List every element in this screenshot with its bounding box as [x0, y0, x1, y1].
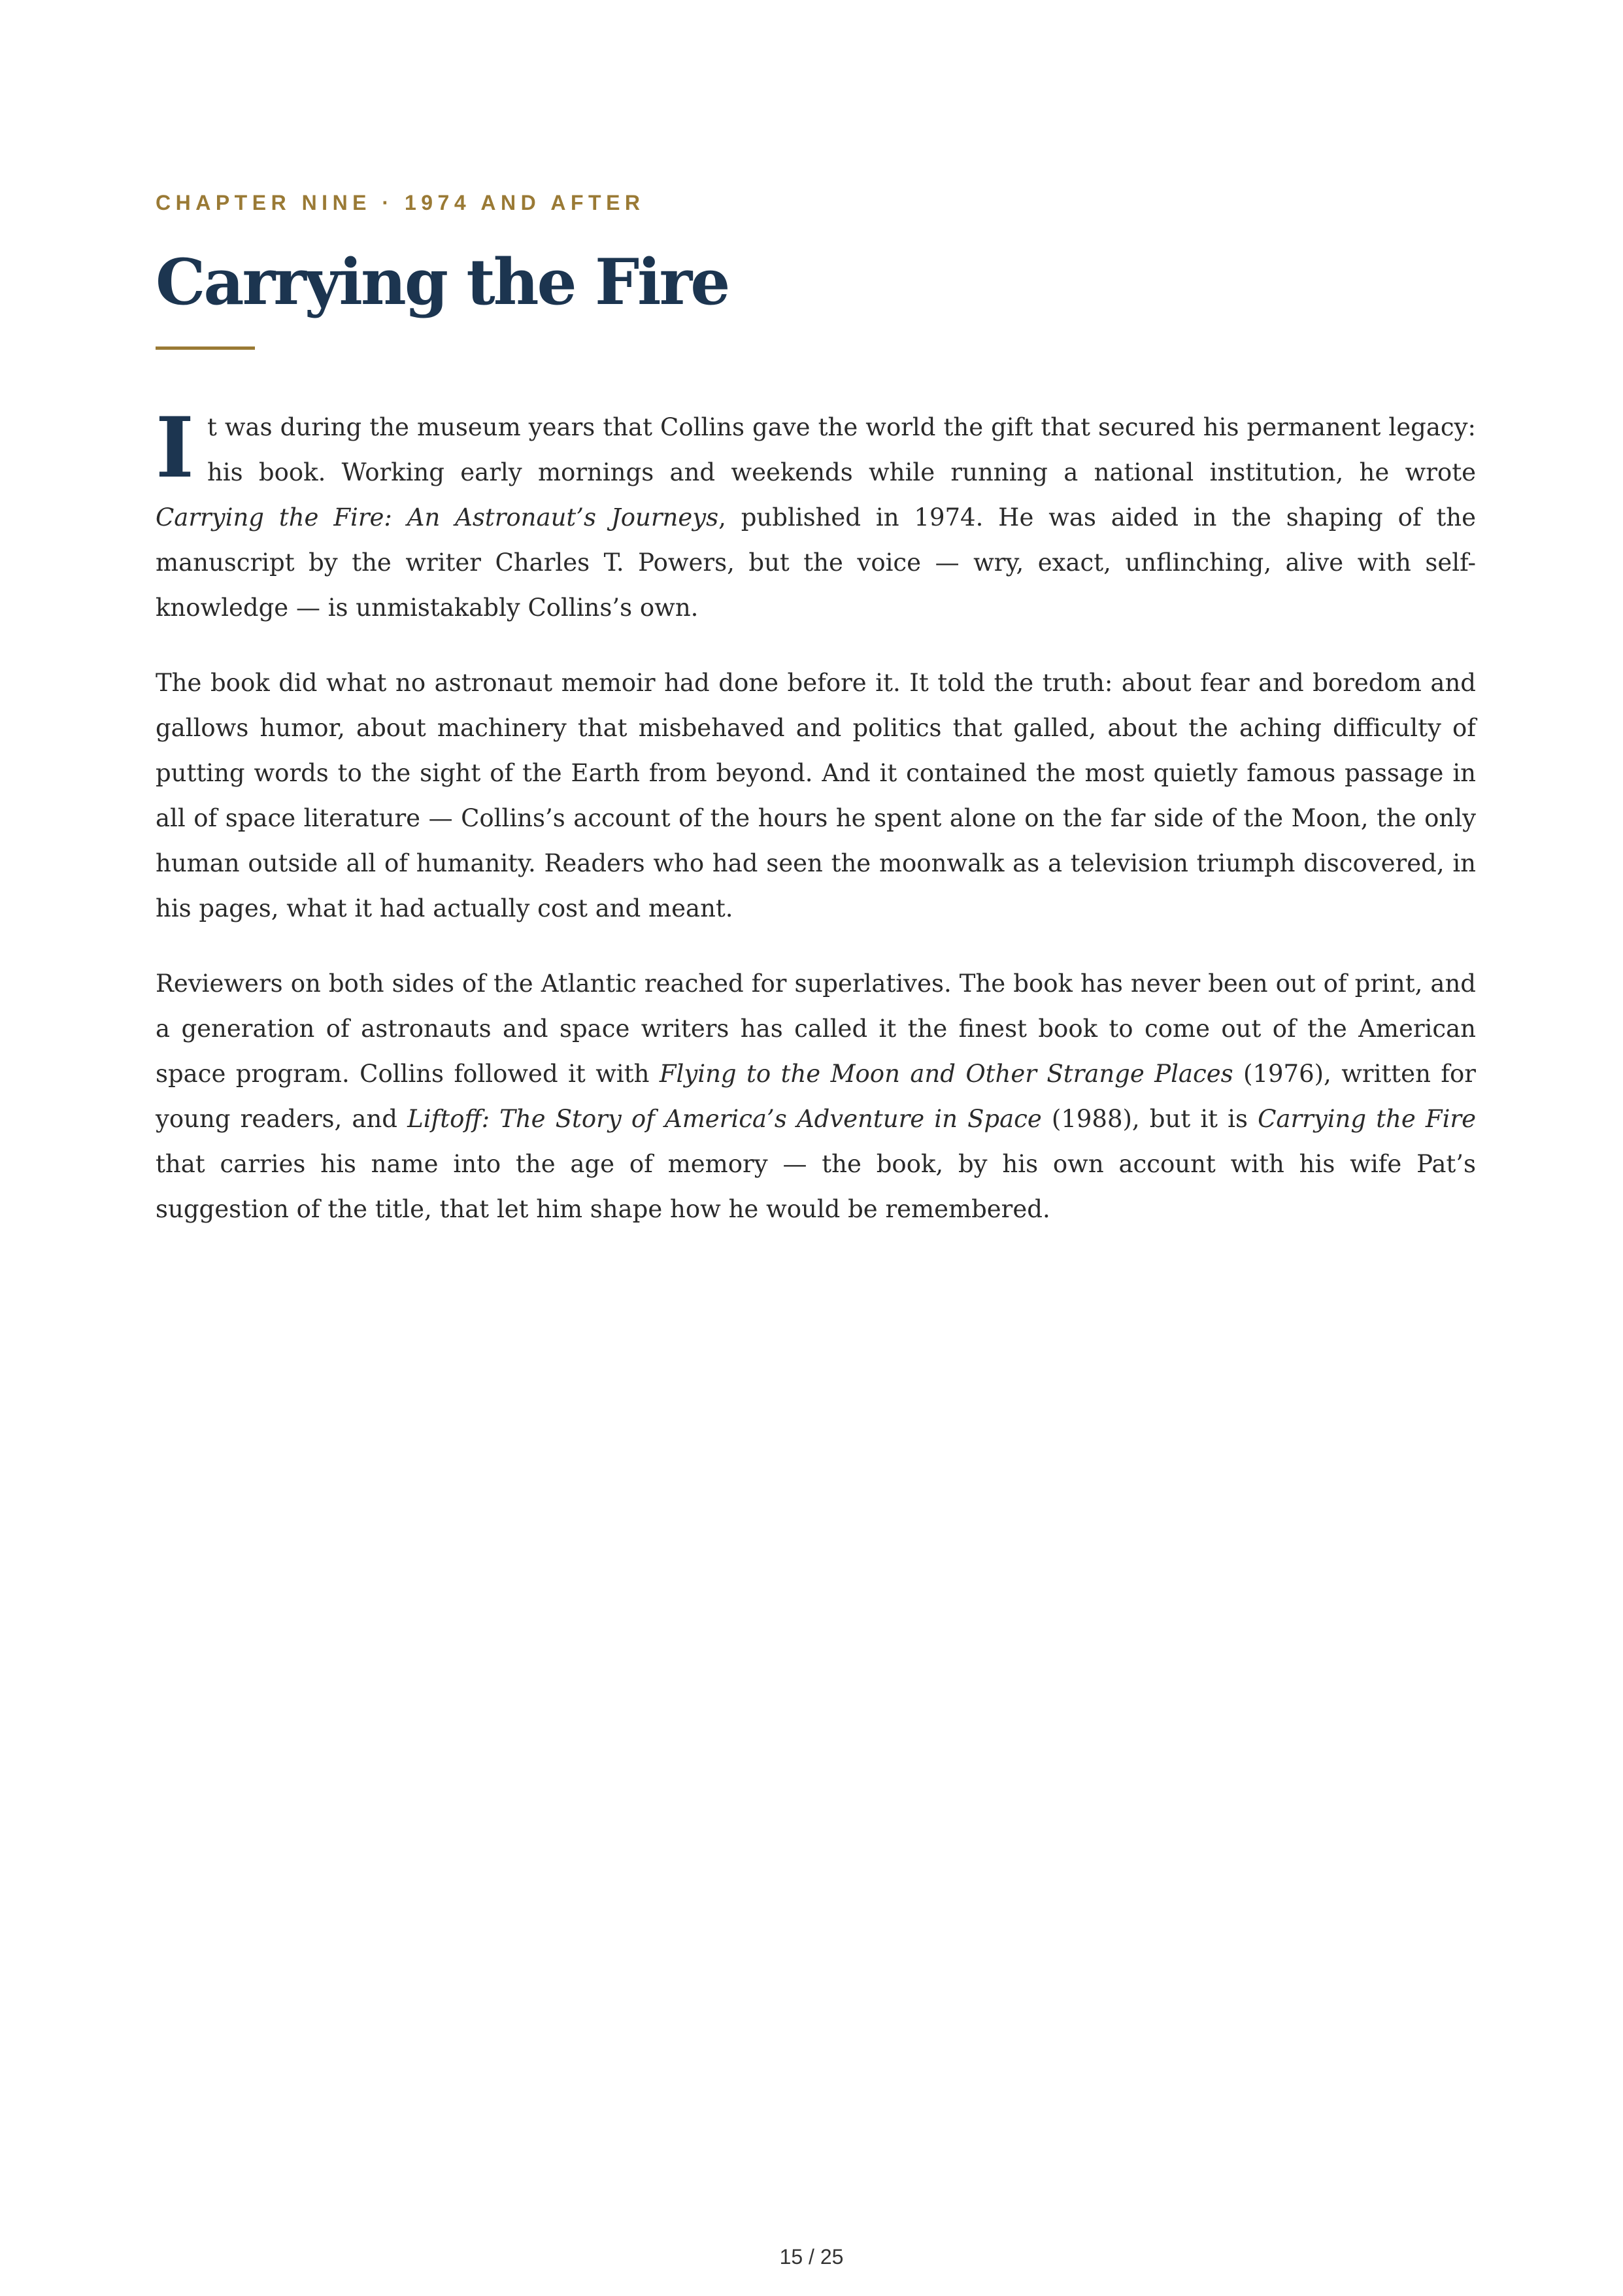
book-title-italic: Carrying the Fire — [1258, 1105, 1476, 1133]
body-paragraph-3 — [156, 961, 1476, 1232]
chapter-kicker: CHAPTER NINE · 1974 AND AFTER — [156, 191, 645, 214]
paragraph-text: (1976), written for young readers, and — [156, 1060, 1476, 1133]
paragraph-text: (1988), but it is — [1041, 1105, 1258, 1133]
body-paragraph-1 — [156, 399, 1476, 630]
drop-cap: I — [156, 399, 194, 496]
book-title-italic: Liftoff: The Story of America’s Adventure in Space — [407, 1105, 1042, 1133]
body-paragraph-2 — [156, 660, 1476, 931]
paragraph-text: Reviewers on both sides of the Atlantic reached for superlatives. The book has never been out of print, and a generation of astronauts and space writers has called it the finest book to come out of the American space program. Collins followed it with — [156, 970, 1476, 1088]
book-title-italic: Carrying the Fire: An Astronaut’s Journeys — [156, 503, 719, 532]
paragraph-text: The book did what no astronaut memoir had done before it. It told the truth: about fear and boredom and gallows humor, about machinery that misbehaved and politics that galled, about the aching difficulty of putting words to the sight of the Earth from beyond. And it contained the most quietly famous passage in all of space literature — Collins’s account of the hours he spent alone on the far side of the Moon, the only human outside all of humanity. Readers who had seen the moonwalk as a television triumph discovered, in his pages, what it had actually cost and meant. — [156, 669, 1476, 922]
paragraph-text: , published in 1974. He was aided in the shaping of the manuscript by the writer Charles T. Powers, but the voice — wry, exact, unflinching, alive with self-knowledge — is unmistakably Collins’s own. — [156, 503, 1476, 622]
chapter-body — [156, 399, 1476, 1232]
book-title-italic: Flying to the Moon and Other Strange Places — [659, 1060, 1233, 1088]
paragraph-text: t was during the museum years that Collins gave the world the gift that secured his permanent legacy: his book. Working early mornings and weekends while running a national institution, he wrote — [207, 413, 1476, 486]
paragraph-text: that carries his name into the age of memory — the book, by his own account with his wife Pat’s suggestion of the title, that let him shape how he would be remembered. — [156, 1150, 1476, 1223]
chapter-title: Carrying the Fire — [156, 245, 729, 319]
page-number: 15 / 25 — [779, 2245, 844, 2269]
title-divider — [156, 346, 255, 350]
chapter-content — [156, 190, 1476, 1262]
